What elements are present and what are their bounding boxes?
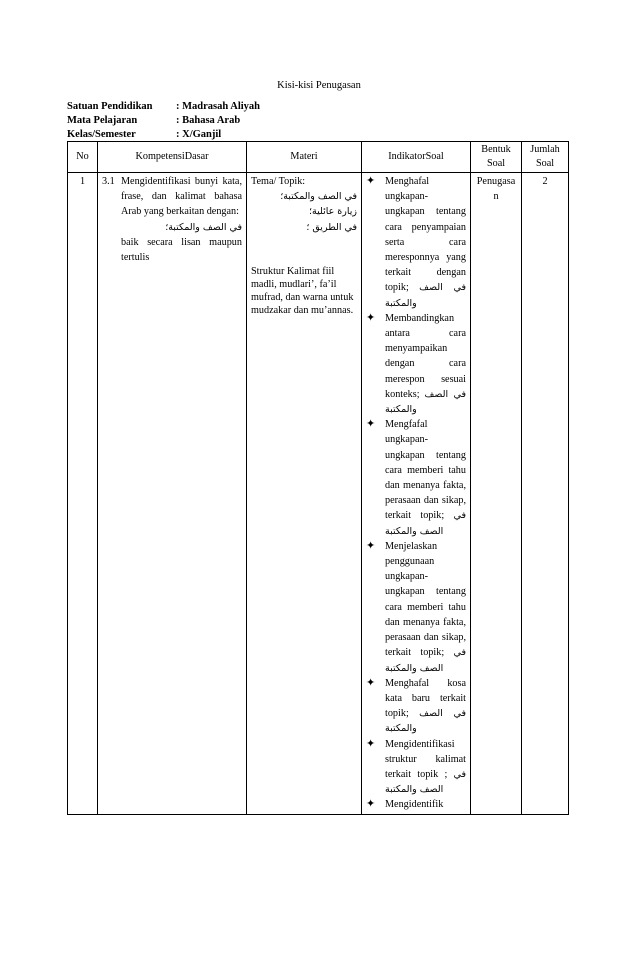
- materi-topic: في الطريق ؛: [306, 221, 357, 233]
- list-item: ✦ Menjelaskan penggunaan ungkapan-ungkapan tentang cara memberi tahu dan menanya fakta, perasaan dan sikap, terkait topik; في الصف والمكتبة: [366, 539, 467, 674]
- header-materi: Materi: [247, 142, 362, 173]
- list-item: ✦ Menghafal kosa kata baru terkait topik; في الصف والمكتبة: [366, 676, 466, 735]
- meta-label: Kelas/Semester: [67, 129, 136, 140]
- list-item: ✦ Membandingkan antara cara menyampaikan dengan cara merespon sesuai konteks; في الصف والمكتبة: [366, 311, 466, 416]
- star-bullet-icon: ✦: [366, 311, 376, 324]
- cell-bentuk: Penugasan: [471, 173, 522, 815]
- materi-struktur: Struktur Kalimat fiil madli, mudlari’, fa’il mufrad, dan warna untuk mudzakar dan mu’annas.: [251, 265, 354, 316]
- indikator-list: [366, 174, 466, 813]
- meta-value: : X/Ganjil: [176, 129, 222, 140]
- header-no: No: [68, 142, 98, 173]
- header-bentuk: Bentuk Soal: [471, 142, 522, 173]
- list-item: ✦ Mengfafal ungkapan-ungkapan tentang cara memberi tahu dan menanya fakta, perasaan dan sikap, terkait topik; في الصف والمكتبة: [366, 418, 467, 537]
- star-bullet-icon: ✦: [366, 737, 376, 750]
- cell-kompetensi: [98, 173, 247, 815]
- table-row: [68, 173, 569, 815]
- meta-row-mapel: [67, 114, 260, 128]
- materi-topic: زيارة عائلية؛: [308, 206, 357, 218]
- star-bullet-icon: ✦: [366, 418, 376, 431]
- star-bullet-icon: ✦: [366, 539, 376, 552]
- meta-value: : Bahasa Arab: [176, 115, 241, 126]
- document-meta: [67, 100, 260, 142]
- cell-materi: [247, 173, 362, 815]
- meta-value: : Madrasah Aliyah: [176, 101, 261, 112]
- kd-text: baik secara lisan maupun tertulis: [121, 236, 242, 264]
- header-jumlah: Jumlah Soal: [522, 142, 569, 173]
- list-item: ✦ Mengidentifikasi struktur kalimat terkait topik ; في الصف والمكتبة: [366, 737, 467, 796]
- table-header-row: [68, 142, 569, 173]
- materi-topic: في الصف والمكتبة؛: [280, 191, 357, 203]
- header-kompetensi: KompetensiDasar: [98, 142, 247, 173]
- kisi-kisi-table: [67, 141, 569, 815]
- kd-number: 3.1: [102, 176, 115, 187]
- cell-jumlah: 2: [522, 173, 569, 815]
- cell-no: 1: [68, 173, 98, 815]
- star-bullet-icon: ✦: [366, 798, 376, 811]
- document-title: Kisi-kisi Penugasan: [277, 80, 361, 91]
- meta-row-satuan: [67, 100, 260, 114]
- meta-label: Mata Pelajaran: [67, 115, 138, 126]
- star-bullet-icon: ✦: [366, 175, 376, 187]
- materi-heading: Tema/ Topik:: [251, 176, 306, 187]
- kd-arabic: في الصف والمكتبة؛: [165, 221, 242, 233]
- meta-label: Satuan Pendidikan: [67, 101, 153, 112]
- kd-text: Mengidentifikasi bunyi kata, frase, dan kalimat bahasa Arab yang berkaitan dengan:: [121, 176, 242, 218]
- star-bullet-icon: ✦: [366, 676, 376, 689]
- list-item: ✦ Mengidentifik: [366, 797, 466, 812]
- meta-row-kelas: [67, 128, 260, 142]
- list-item: ✦ Menghafal ungkapan-ungkapan tentang cara penyampaian serta cara meresponnya yang terkait dengan topik; في الصف والمكتبة: [366, 175, 466, 309]
- cell-indikator: [362, 173, 471, 815]
- header-indikator: IndikatorSoal: [362, 142, 471, 173]
